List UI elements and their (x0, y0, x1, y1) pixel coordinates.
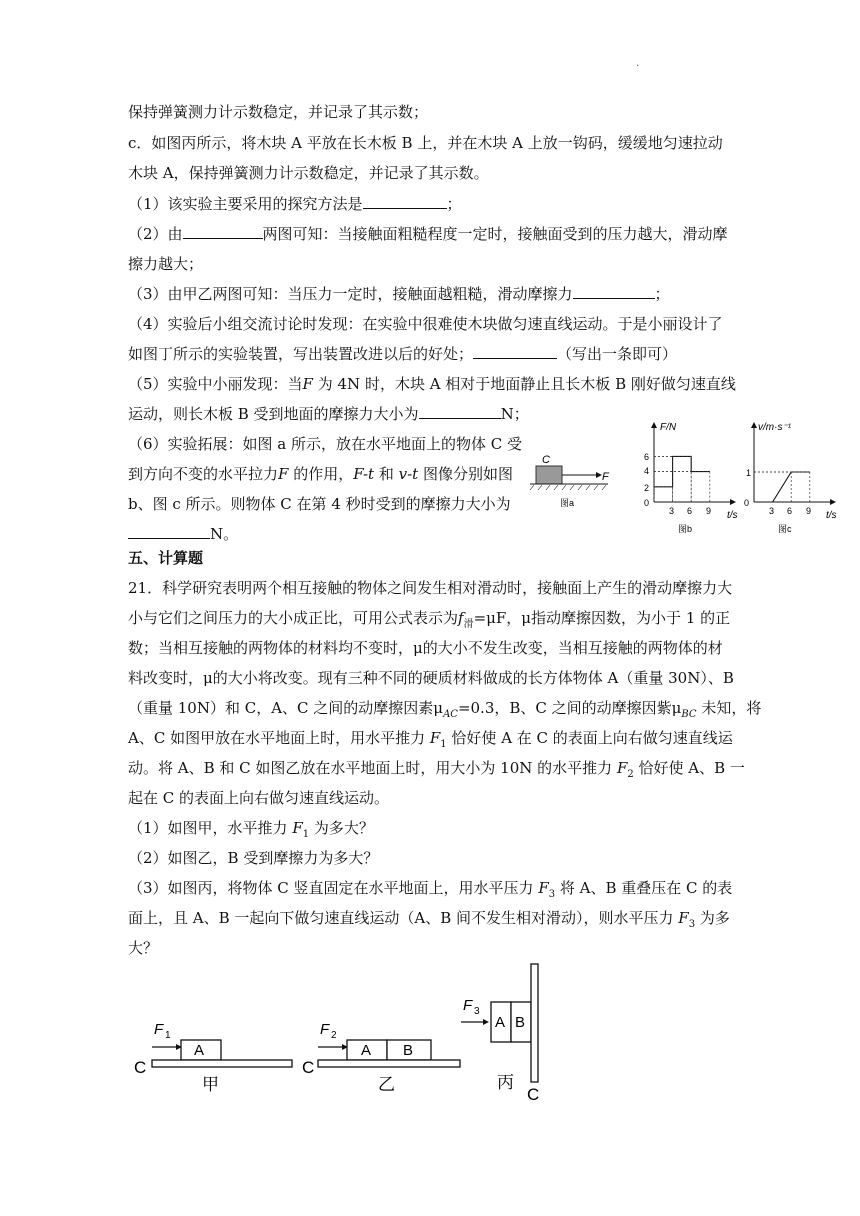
q1-text: （1）该实验主要采用的探究方法是 (128, 195, 363, 213)
answer-blank (128, 524, 210, 539)
q21-text: （重量 10N）和 C，A、C 之间的动摩擦因素μ (128, 699, 444, 717)
q21-text: （1）如图甲，水平推力 (128, 819, 293, 837)
q2-pre: （2）由 (128, 225, 183, 243)
text-line: c．如图丙所示，将木块 A 平放在长木板 B 上，并在木块 A 上放一钩码，缓缓地匀速拉动 (128, 134, 723, 152)
q6-text: 图像分别如图 (418, 465, 513, 483)
q6-vt: v-t (398, 465, 419, 483)
fb-ytick: 0 (644, 498, 650, 508)
q21-text: 面上，且 A、B 一起向下做匀速直线运动（A、B 间不发生相对滑动），则水平压力 (128, 909, 679, 927)
fb-xlabel: t/s (727, 510, 738, 521)
q21-sub-question-1 (128, 818, 374, 845)
jia-caption: 甲 (202, 1075, 219, 1094)
yi-A: A (361, 1042, 372, 1059)
q21-F: F (429, 729, 441, 747)
q21-line: 21．科学研究表明两个相互接触的物体之间发生相对滑动时，接触面上产生的滑动摩擦力大 (128, 579, 733, 597)
question-5 (128, 374, 736, 394)
q21-text: =μF，μ指动摩擦因数，为小于 1 的正 (473, 609, 731, 627)
fc-xtick: 3 (769, 506, 775, 516)
q21-text: =0.3，B、C 之间的动摩擦因紫μ (457, 699, 682, 717)
question-3 (128, 284, 670, 304)
q6-Ft: F-t (353, 465, 375, 483)
jia-F-sub: 1 (165, 1030, 171, 1041)
answer-blank (363, 194, 447, 209)
fb-xtick: 9 (706, 506, 712, 516)
block-c (536, 466, 562, 484)
bing-F-sub: 3 (474, 1006, 480, 1017)
question-6-line3: b、图 c 所示。则物体 C 在第 4 秒时受到的摩擦力大小为 (128, 495, 511, 513)
yi-F-sub: 2 (331, 1030, 337, 1041)
q21-text: 将 A、B 重叠压在 C 的表 (555, 879, 733, 897)
diagram-bing (455, 958, 565, 1104)
q21-sub: 3 (548, 889, 556, 900)
fb-xtick: 3 (669, 506, 675, 516)
q21-sub-question-3 (128, 878, 732, 905)
figure-b (632, 418, 744, 536)
q6-text: 和 (374, 465, 399, 483)
q1-end: ； (446, 195, 462, 213)
q4-line2: 如图丁所示的实验装置，写出装置改进以后的好处； (128, 345, 474, 363)
q21-text: 动。将 A、B 和 C 如图乙放在水平地面上时，用大小为 10N 的水平推力 (128, 759, 617, 777)
fc-xtick: 6 (787, 506, 793, 516)
fig-a-f-label: F (602, 471, 609, 483)
q21-sub: 3 (688, 919, 696, 930)
question-6: （6）实验拓展：如图 a 所示，放在水平地面上的物体 C 受 (128, 435, 523, 453)
q21-text: 恰好使 A、B 一 (633, 759, 745, 777)
q21-line: 数；当相互接触的两物体的材料均不变时，μ的大小不发生改变，当相互接触的两物体的材 (128, 639, 723, 657)
q21-sub: BC (681, 709, 697, 720)
fc-caption: 图c (778, 524, 792, 534)
q21-F: F (616, 759, 628, 777)
figure-c (738, 418, 850, 536)
q21-text: 小与它们之间压力的大小成正比，可用公式表示为 (128, 609, 459, 627)
q6-text: 到方向不变的水平拉力 (128, 465, 279, 483)
q21-text: （3）如图丙，将物体 C 竖直固定在水平地面上，用水平压力 (128, 879, 539, 897)
yi-caption: 乙 (378, 1075, 395, 1094)
bing-A: A (495, 1014, 506, 1031)
q21-F: F (538, 879, 549, 897)
section-heading: 五、计算题 (128, 549, 204, 567)
answer-blank (573, 284, 655, 299)
fc-ytick: 1 (746, 468, 752, 478)
q21-line (128, 608, 730, 635)
q5-pre: （5）实验中小丽发现：当 (128, 375, 303, 393)
fc-ytick: 0 (744, 498, 750, 508)
fig-a-caption: 图a (560, 498, 575, 508)
fb-x-arrow (730, 499, 736, 505)
bing-wall-c (531, 964, 538, 1082)
header-mark: . (636, 58, 640, 69)
q21-sub: 1 (440, 739, 447, 750)
q21-text: 为多大？ (309, 819, 374, 837)
q21-sub: AC (443, 709, 458, 720)
q21-line (128, 908, 730, 935)
q21-f: f (458, 609, 464, 627)
q21-sub: 1 (302, 829, 310, 840)
q21-line (128, 698, 761, 725)
fb-ytick: 6 (644, 452, 650, 462)
figure-a (528, 452, 618, 510)
q21-text: 恰好使 A 在 C 的表面上向右做匀速直线运 (446, 729, 733, 747)
question-6-line4 (128, 524, 238, 544)
fb-ytick: 4 (644, 466, 650, 476)
diagram-jia (128, 1018, 298, 1098)
q21-text: A、C 如图甲放在水平地面上时，用水平推力 (128, 729, 430, 747)
q21-F: F (292, 819, 303, 837)
ground-hatch (530, 485, 606, 490)
fb-xtick: 6 (687, 506, 693, 516)
q21-line: 大？ (128, 939, 159, 957)
q5-line2: 运动，则长木板 B 受到地面的摩擦力大小为 (128, 405, 419, 423)
bing-arrowhead (483, 1019, 489, 1025)
fig-a-c-label: C (542, 454, 550, 466)
bing-F: F (463, 997, 473, 1014)
q21-line: 料改变时，μ的大小将改变。现有三种不同的硬质材料做成的长方体物体 A（重量 30N）、B (128, 669, 734, 687)
jia-plank-c (152, 1060, 292, 1067)
fc-ylabel: v/m·s⁻¹ (758, 422, 792, 433)
answer-blank (183, 224, 263, 239)
q3-end: ； (654, 285, 670, 303)
fb-y-arrow (651, 422, 657, 428)
q5-F: F (302, 375, 313, 393)
fc-series-line (754, 472, 810, 502)
yi-F: F (320, 1021, 330, 1038)
q21-sub: 滑 (463, 619, 474, 630)
fb-ytick: 2 (644, 483, 650, 493)
q5-end: N； (500, 405, 529, 423)
jia-F: F (154, 1021, 164, 1038)
q6-F: F (278, 465, 289, 483)
q21-F: F (678, 909, 689, 927)
q21-line (128, 728, 733, 755)
answer-blank (419, 404, 501, 419)
bing-caption: 丙 (497, 1073, 514, 1092)
question-1 (128, 194, 462, 214)
q4-end: （写出一条即可） (557, 345, 678, 363)
fb-ylabel: F/N (660, 422, 677, 433)
q21-sub-question-2: （2）如图乙，B 受到摩擦力为多大？ (128, 849, 379, 867)
q21-text: 未知，将 (696, 699, 762, 717)
bing-C: C (527, 1085, 540, 1104)
fc-x-arrow (830, 499, 836, 505)
yi-C: C (302, 1058, 315, 1077)
yi-B: B (403, 1042, 414, 1059)
question-4-line2 (128, 344, 677, 364)
q21-text: 为多 (695, 909, 730, 927)
fc-y-arrow (751, 422, 757, 428)
q5-mid: 为 4N 时，木块 A 相对于地面静止且长木板 B 刚好做匀速直线 (312, 375, 736, 393)
question-5-line2 (128, 404, 529, 424)
text-line: 擦力越大； (128, 255, 204, 273)
q6-text: 的作用， (288, 465, 354, 483)
question-4: （4）实验后小组交流讨论时发现：在实验中很难使木块做匀速直线运动。于是小丽设计了 (128, 315, 723, 333)
fc-xlabel: t/s (826, 510, 837, 521)
bing-B: B (515, 1014, 526, 1031)
text-line: 保持弹簧测力计示数稳定，并记录了其示数； (128, 103, 429, 121)
fb-caption: 图b (678, 524, 693, 534)
question-2 (128, 224, 728, 244)
q2-mid: 两图可知：当接触面粗糙程度一定时，接触面受到的压力越大，滑动摩 (262, 225, 728, 243)
text-line: 木块 A，保持弹簧测力计示数稳定，并记录了其示数。 (128, 164, 489, 182)
q3-text: （3）由甲乙两图可知：当压力一定时，接触面越粗糙，滑动摩擦力 (128, 285, 573, 303)
diagram-yi (300, 1018, 470, 1098)
q6-end: N。 (210, 525, 239, 543)
answer-blank (473, 344, 557, 359)
jia-A: A (194, 1042, 205, 1059)
yi-plank-c (318, 1060, 460, 1067)
question-6-line2 (128, 464, 513, 484)
q21-sub: 2 (627, 769, 634, 780)
jia-C: C (134, 1058, 147, 1077)
q21-line: 起在 C 的表面上向右做匀速直线运动。 (128, 789, 390, 807)
fc-xtick: 9 (806, 506, 812, 516)
q21-line (128, 758, 745, 785)
